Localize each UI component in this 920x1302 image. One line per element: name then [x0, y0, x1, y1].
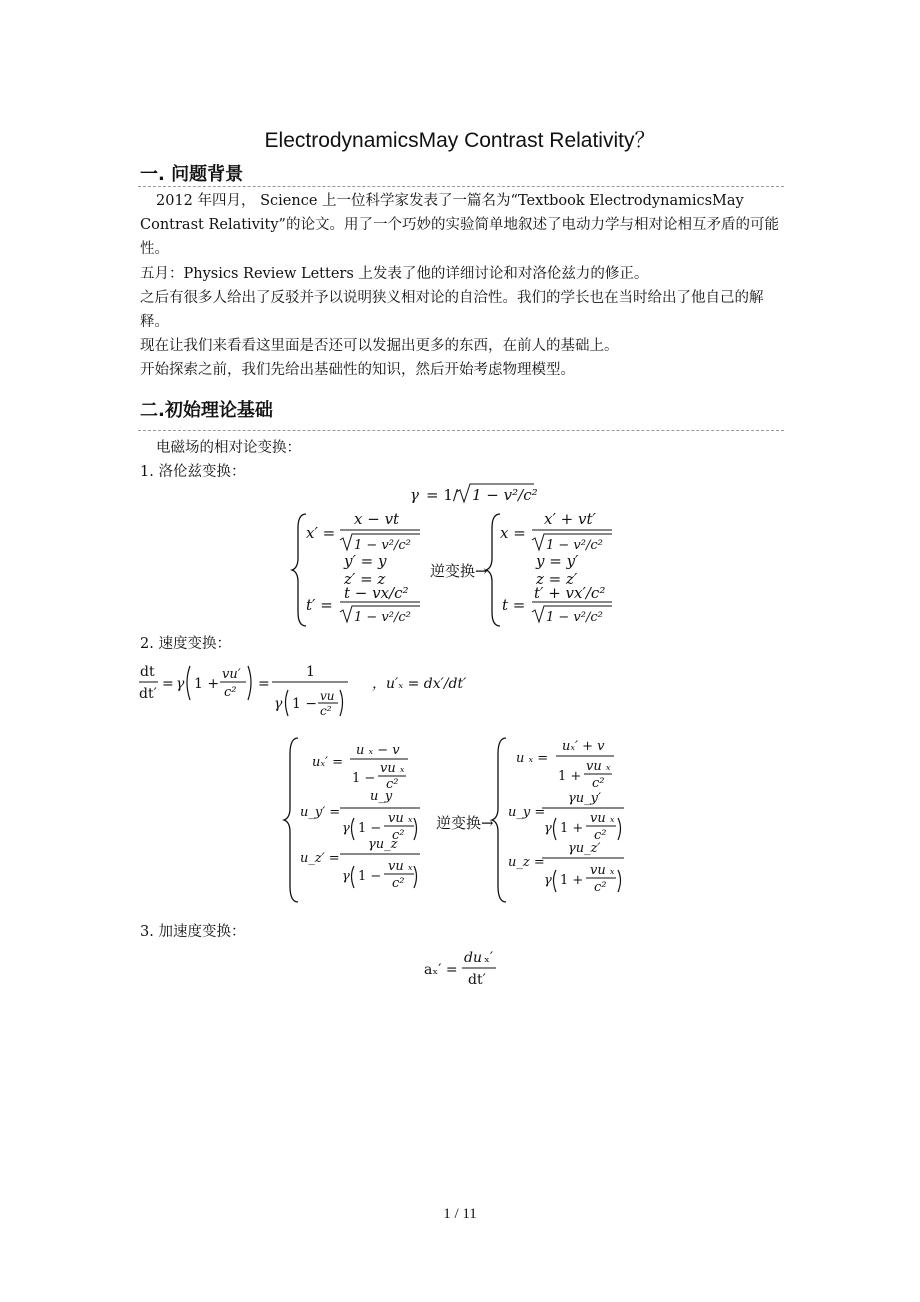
section-heading-background: 一. 问题背景 [140, 164, 244, 185]
svg-text:γ: γ [544, 873, 552, 888]
svg-text:vu ₓ: vu ₓ [388, 859, 413, 874]
svg-text:1: 1 [306, 664, 315, 680]
svg-text:c²: c² [224, 685, 237, 700]
svg-text:c²: c² [386, 777, 399, 792]
svg-text:=: = [258, 676, 270, 692]
svg-text:u_y′ =: u_y′ = [300, 805, 341, 820]
velocity-transform-equations [0, 734, 920, 910]
svg-text:y = y′: y = y′ [536, 552, 579, 570]
svg-text:1 +: 1 + [194, 676, 220, 692]
svg-text:t′ =: t′ = [306, 596, 333, 614]
list-item-acceleration: 3. 加速度变换： [140, 924, 246, 940]
svg-text:1 − v²/c²: 1 − v²/c² [354, 538, 411, 553]
ux-definition: ，u′ₓ = dx′/dt′ [372, 676, 467, 692]
svg-text:vu ₓ: vu ₓ [590, 811, 615, 826]
svg-text:vu: vu [320, 689, 335, 703]
svg-text:c²: c² [392, 876, 405, 891]
svg-text:aₓ′ =: aₓ′ = [424, 962, 458, 978]
svg-text:1 −: 1 − [292, 696, 318, 712]
svg-text:x =: x = [500, 524, 526, 542]
svg-text:1 −: 1 − [358, 821, 382, 836]
svg-text:dt′: dt′ [139, 686, 157, 702]
svg-text:u_z =: u_z = [508, 855, 545, 870]
svg-text:u_y: u_y [370, 789, 393, 804]
paragraph-rebuttal: 之后有很多人给出了反驳并予以说明狭义相对论的自洽性。我们的学长也在当时给出了他自己的解释。 [140, 290, 764, 330]
svg-text:x′ =: x′ = [306, 524, 336, 542]
svg-text:u ₓ − v: u ₓ − v [356, 743, 400, 758]
paragraph-may: 五月：Physics Review Letters 上发表了他的详细讨论和对洛伦兹力的修正。 [140, 266, 649, 282]
svg-text:uₓ′ + v: uₓ′ + v [562, 739, 605, 754]
document-title: ElectrodynamicsMay Contrast Relativity？ [264, 129, 656, 152]
svg-text:z′ = z: z′ = z [344, 570, 386, 588]
svg-text:=: = [162, 676, 174, 692]
paragraph-basis: 开始探索之前，我们先给出基础性的知识，然后开始考虑物理模型。 [140, 362, 575, 378]
svg-text:c²: c² [592, 776, 605, 791]
em-transform-intro: 电磁场的相对论变换： [156, 440, 301, 456]
svg-text:ₓ′: ₓ′ [484, 950, 494, 966]
svg-text:1 − v²/c²: 1 − v²/c² [546, 538, 603, 553]
paragraph-explore: 现在让我们来看看这里面是否还可以发掘出更多的东西，在前人的基础上。 [140, 338, 619, 354]
svg-text:= 1/: = 1/ [426, 486, 458, 504]
svg-text:γu_z′: γu_z′ [568, 841, 601, 856]
svg-text:x − vt: x − vt [354, 510, 400, 528]
svg-text:γ: γ [342, 821, 350, 836]
svg-text:x′ + vt′: x′ + vt′ [544, 510, 596, 528]
inverse-label-1: 逆变换→ [430, 562, 488, 580]
svg-text:vu′: vu′ [222, 667, 241, 682]
list-item-lorentz: 1. 洛伦兹变换： [140, 464, 246, 480]
heading-rule-2 [138, 430, 784, 431]
svg-text:γu_z: γu_z [368, 837, 398, 852]
svg-text:γu_y′: γu_y′ [568, 791, 601, 806]
svg-text:z = z′: z = z′ [536, 570, 578, 588]
inverse-label-2: 逆变换→ [436, 814, 494, 832]
svg-text:c²: c² [594, 828, 607, 843]
heading-rule [138, 186, 784, 187]
svg-text:γ: γ [410, 486, 419, 504]
svg-text:1 +: 1 + [558, 769, 582, 784]
svg-text:c²: c² [594, 880, 607, 895]
svg-text:du: du [464, 950, 482, 966]
svg-text:1 −: 1 − [358, 869, 382, 884]
svg-text:u_y =: u_y = [508, 805, 546, 820]
svg-text:vu ₓ: vu ₓ [380, 761, 405, 776]
svg-text:vu ₓ: vu ₓ [388, 811, 413, 826]
svg-text:y′ = y: y′ = y [344, 552, 387, 570]
svg-text:1 −: 1 − [352, 771, 376, 786]
svg-text:uₓ′ =: uₓ′ = [312, 755, 343, 770]
lorentz-equations [0, 480, 920, 630]
svg-text:u ₓ =: u ₓ = [516, 751, 549, 766]
svg-text:dt: dt [140, 664, 155, 680]
svg-text:dt′: dt′ [468, 972, 486, 988]
svg-text:t =: t = [502, 596, 526, 614]
list-item-velocity: 2. 速度变换： [140, 636, 231, 652]
page-number: 1 / 11 [443, 1206, 477, 1222]
svg-text:c²: c² [320, 704, 332, 718]
svg-text:vu ₓ: vu ₓ [586, 759, 611, 774]
paragraph-intro: 2012 年四月， Science 上一位科学家发表了一篇名为“Textbook ElectrodynamicsMay Contrast Relativity”的论文。用了一个巧妙的实验简单地叙述了电动力学与相对论相互矛盾的可能性。 [140, 193, 779, 257]
svg-text:t′ + vx′/c²: t′ + vx′/c² [534, 584, 606, 602]
svg-text:1 − v²/c²: 1 − v²/c² [354, 610, 411, 625]
svg-text:γ: γ [274, 696, 283, 712]
svg-text:γ: γ [176, 676, 185, 692]
svg-text:1 +: 1 + [560, 821, 584, 836]
time-dilation-equation [0, 656, 920, 718]
svg-text:t − vx/c²: t − vx/c² [344, 584, 409, 602]
section-heading-theory: 二.初始理论基础 [140, 400, 273, 421]
svg-text:c²: c² [392, 828, 405, 843]
svg-text:u_z′ =: u_z′ = [300, 851, 340, 866]
svg-text:1 − v²/c²: 1 − v²/c² [472, 486, 538, 504]
acceleration-equation [0, 944, 920, 992]
svg-text:γ: γ [342, 869, 350, 884]
svg-text:1 − v²/c²: 1 − v²/c² [546, 610, 603, 625]
svg-text:1 +: 1 + [560, 873, 584, 888]
svg-text:vu ₓ: vu ₓ [590, 863, 615, 878]
svg-text:γ: γ [544, 821, 552, 836]
